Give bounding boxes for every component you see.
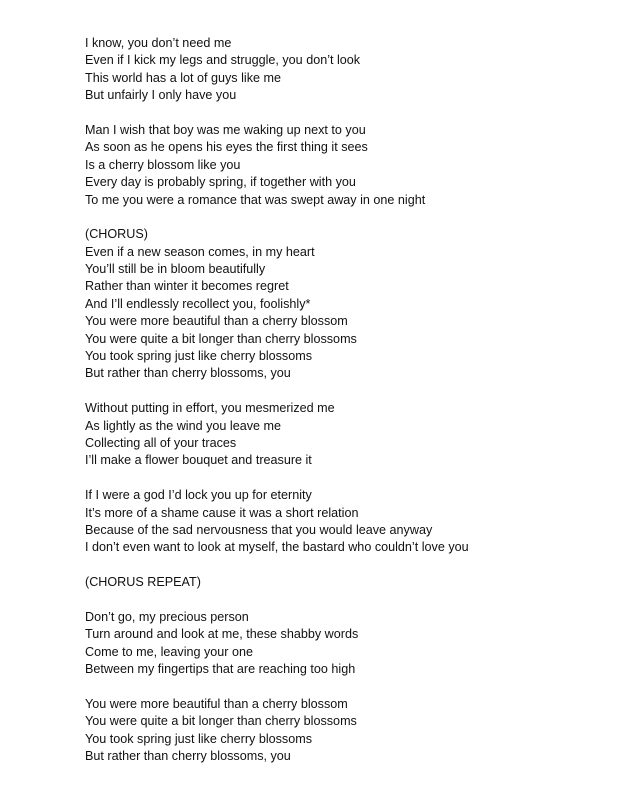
lyric-line: It’s more of a shame cause it was a short relation bbox=[85, 505, 359, 520]
stanza-verse-2 bbox=[85, 122, 605, 209]
lyric-line: You’ll still be in bloom beautifully bbox=[85, 262, 266, 277]
lyric-line: Is a cherry blossom like you bbox=[85, 157, 241, 172]
lyric-line: Even if a new season comes, in my heart bbox=[85, 244, 315, 259]
lyric-line: And I’ll endlessly recollect you, foolishly* bbox=[85, 296, 311, 311]
lyric-line: This world has a lot of guys like me bbox=[85, 70, 281, 85]
lyric-line: Collecting all of your traces bbox=[85, 435, 237, 450]
lyric-line: Every day is probably spring, if together with you bbox=[85, 175, 356, 190]
lyric-line: I don’t even want to look at myself, the bastard who couldn’t love you bbox=[85, 540, 469, 555]
lyric-line: Come to me, leaving your one bbox=[85, 644, 254, 659]
lyrics-body bbox=[85, 35, 605, 765]
lyric-line: Without putting in effort, you mesmerized me bbox=[85, 401, 335, 416]
section-label: (CHORUS REPEAT) bbox=[85, 575, 201, 590]
lyric-line: I know, you don’t need me bbox=[85, 36, 232, 50]
lyric-line: If I were a god I’d lock you up for eternity bbox=[85, 488, 312, 503]
lyric-line: Even if I kick my legs and struggle, you don’t look bbox=[85, 53, 361, 68]
lyric-line: You were quite a bit longer than cherry blossoms bbox=[85, 331, 357, 346]
lyric-line: Because of the sad nervousness that you would leave anyway bbox=[85, 522, 433, 537]
stanza-bridge bbox=[85, 609, 605, 679]
lyric-line: I’ll make a flower bouquet and treasure it bbox=[85, 453, 312, 468]
lyric-line: Rather than winter it becomes regret bbox=[85, 279, 289, 294]
lyric-line: Man I wish that boy was me waking up next to you bbox=[85, 122, 366, 137]
stanza-verse-1 bbox=[85, 35, 605, 105]
stanza-chorus bbox=[85, 226, 605, 383]
lyric-line: But unfairly I only have you bbox=[85, 88, 237, 103]
stanza-chorus-repeat bbox=[85, 574, 605, 591]
lyric-line: But rather than cherry blossoms, you bbox=[85, 749, 291, 764]
lyric-line: You were more beautiful than a cherry blossom bbox=[85, 696, 348, 711]
stanza-verse-3 bbox=[85, 400, 605, 470]
lyric-line: Between my fingertips that are reaching too high bbox=[85, 662, 356, 677]
stanza-outro bbox=[85, 696, 605, 766]
lyric-line: You took spring just like cherry blossoms bbox=[85, 349, 313, 364]
lyric-line: But rather than cherry blossoms, you bbox=[85, 366, 291, 381]
lyric-line: As lightly as the wind you leave me bbox=[85, 418, 282, 433]
stanza-verse-4 bbox=[85, 487, 605, 557]
lyric-line: Turn around and look at me, these shabby words bbox=[85, 627, 359, 642]
lyric-line: To me you were a romance that was swept away in one night bbox=[85, 192, 426, 207]
lyric-line: You took spring just like cherry blossoms bbox=[85, 731, 313, 746]
section-label: (CHORUS) bbox=[85, 227, 148, 242]
lyric-line: As soon as he opens his eyes the first thing it sees bbox=[85, 140, 368, 155]
lyric-line: You were more beautiful than a cherry blossom bbox=[85, 314, 348, 329]
lyric-line: You were quite a bit longer than cherry blossoms bbox=[85, 714, 357, 729]
lyric-line: Don’t go, my precious person bbox=[85, 609, 249, 624]
